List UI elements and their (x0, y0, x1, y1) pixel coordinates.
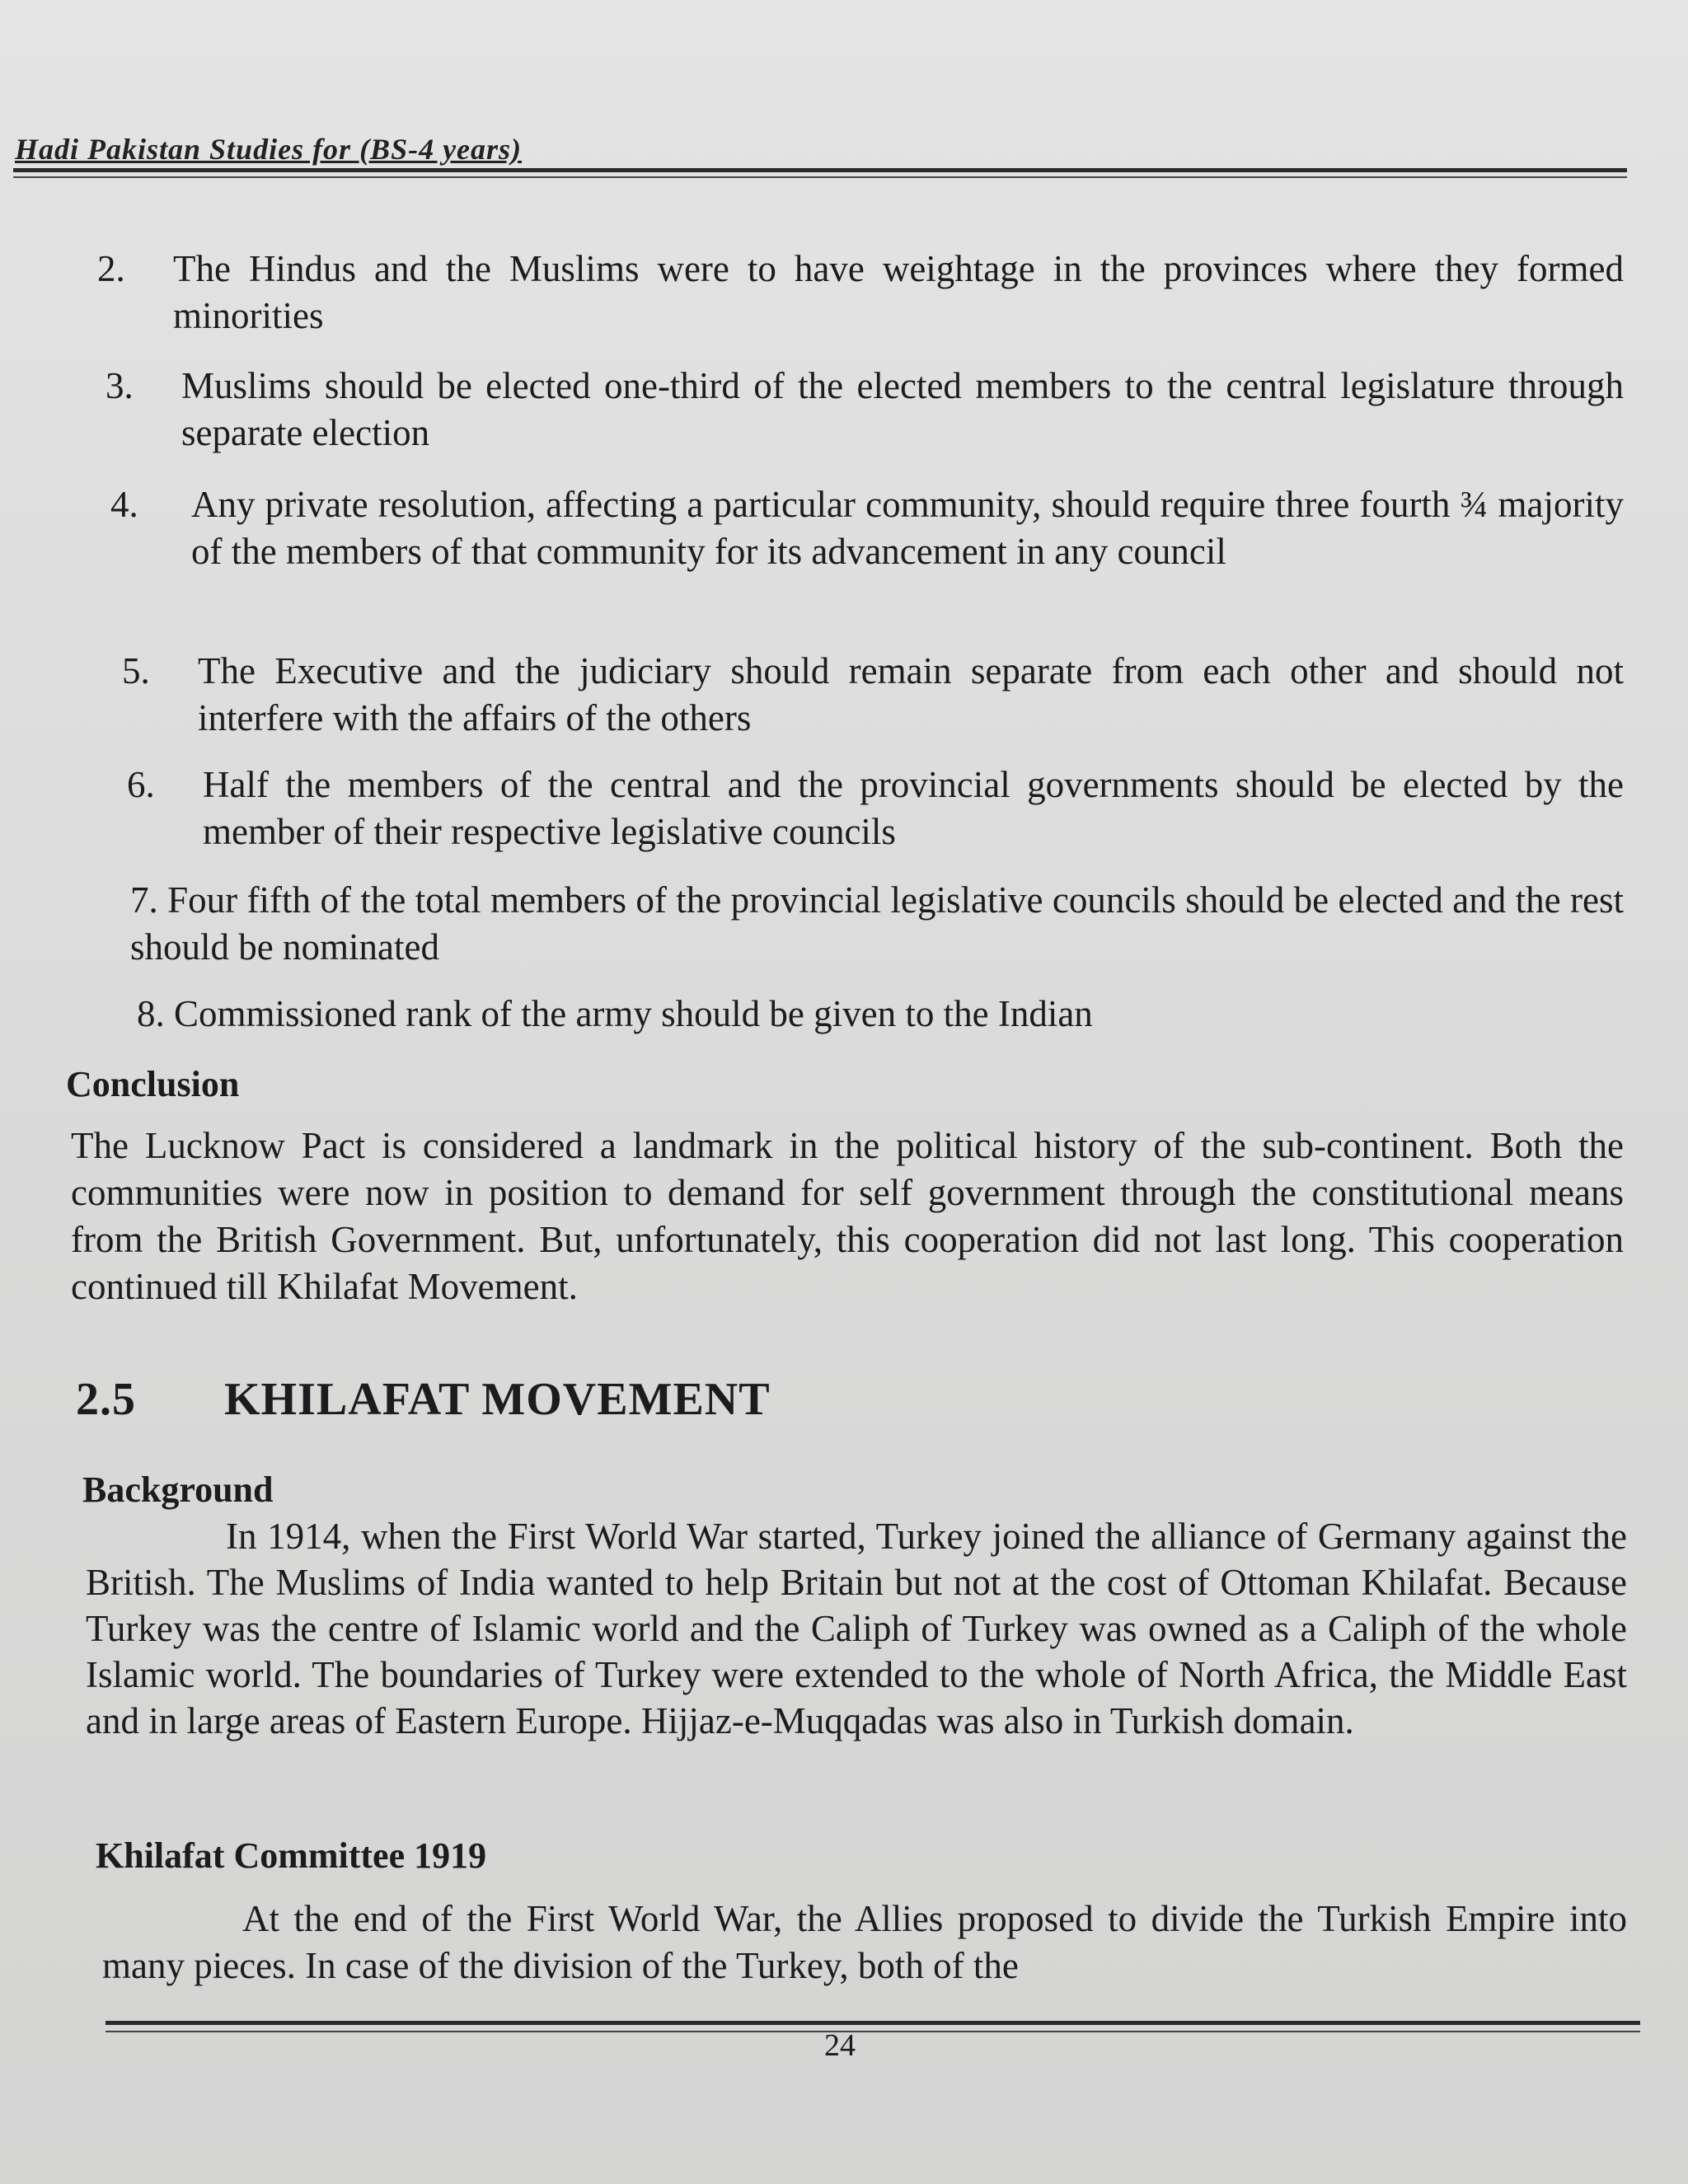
committee-heading: Khilafat Committee 1919 (96, 1835, 487, 1876)
conclusion-heading: Conclusion (66, 1064, 240, 1104)
list-item (122, 648, 1624, 742)
list-item (130, 877, 1625, 971)
header-rule-thin (13, 176, 1627, 178)
footer-rule-thin (106, 2031, 1640, 2032)
list-item-text: Any private resolution, affecting a particular community, should require three fourth ¾ majority of the members of that community for its advancement in any council (191, 484, 1624, 572)
list-item (110, 481, 1624, 575)
list-item (127, 762, 1624, 855)
section-title: KHILAFAT MOVEMENT (224, 1374, 771, 1425)
list-item-number: 7. (130, 879, 158, 921)
list-item-number: 8. (137, 993, 165, 1034)
list-item-text: The Executive and the judiciary should remain separate from each other and should not interfere with the affairs of the others (198, 650, 1624, 738)
list-item-number: 6. (127, 764, 155, 805)
header-rule (13, 168, 1627, 172)
running-header: Hadi Pakistan Studies for (BS-4 years) (15, 133, 523, 166)
section-heading (76, 1373, 771, 1426)
list-item-number: 2. (97, 248, 125, 289)
page-number: 24 (824, 2028, 856, 2063)
conclusion-paragraph: The Lucknow Pact is considered a landmark in the political history of the sub-continent. Both the communities were now in position to demand for self government through the constitutional means from the British Government. But, unfortunately, this cooperation did not last long. This cooperation continued till Khilafat Movement. (71, 1125, 1624, 1307)
list-item-text: Commissioned rank of the army should be given to the Indian (174, 993, 1093, 1034)
list-item (97, 246, 1624, 340)
list-item (106, 363, 1624, 457)
list-item-number: 5. (122, 650, 150, 691)
committee-paragraph: At the end of the First World War, the Allies proposed to divide the Turkish Empire into many pieces. In case of the division of the Turkey, both of the (102, 1898, 1627, 1986)
list-item (137, 991, 1456, 1038)
list-item-text: The Hindus and the Muslims were to have weightage in the provinces where they formed minorities (173, 248, 1624, 336)
list-item-text: Half the members of the central and the provincial governments should be elected by the member of their respective legislative councils (203, 764, 1624, 852)
list-item-number: 4. (110, 484, 138, 525)
background-paragraph: In 1914, when the First World War started, Turkey joined the alliance of Germany against the British. The Muslims of India wanted to help Britain but not at the cost of Ottoman Khilafat. Because Turkey was the centre of Islamic world and the Caliph of Turkey was owned as a Caliph of the whole Islamic world. The boundaries of Turkey were extended to the whole of North Africa, the Middle East and in large areas of Eastern Europe. Hijjaz-e-Muqqadas was also in Turkish domain. (86, 1516, 1627, 1741)
background-heading: Background (82, 1469, 274, 1510)
section-number: 2.5 (76, 1374, 136, 1425)
list-item-text: Muslims should be elected one-third of the elected members to the central legislature through separate election (181, 365, 1624, 453)
list-item-text: Four fifth of the total members of the provincial legislative councils should be elected and the rest should be nominated (130, 879, 1625, 968)
list-item-number: 3. (106, 365, 134, 406)
footer-rule (106, 2021, 1640, 2025)
